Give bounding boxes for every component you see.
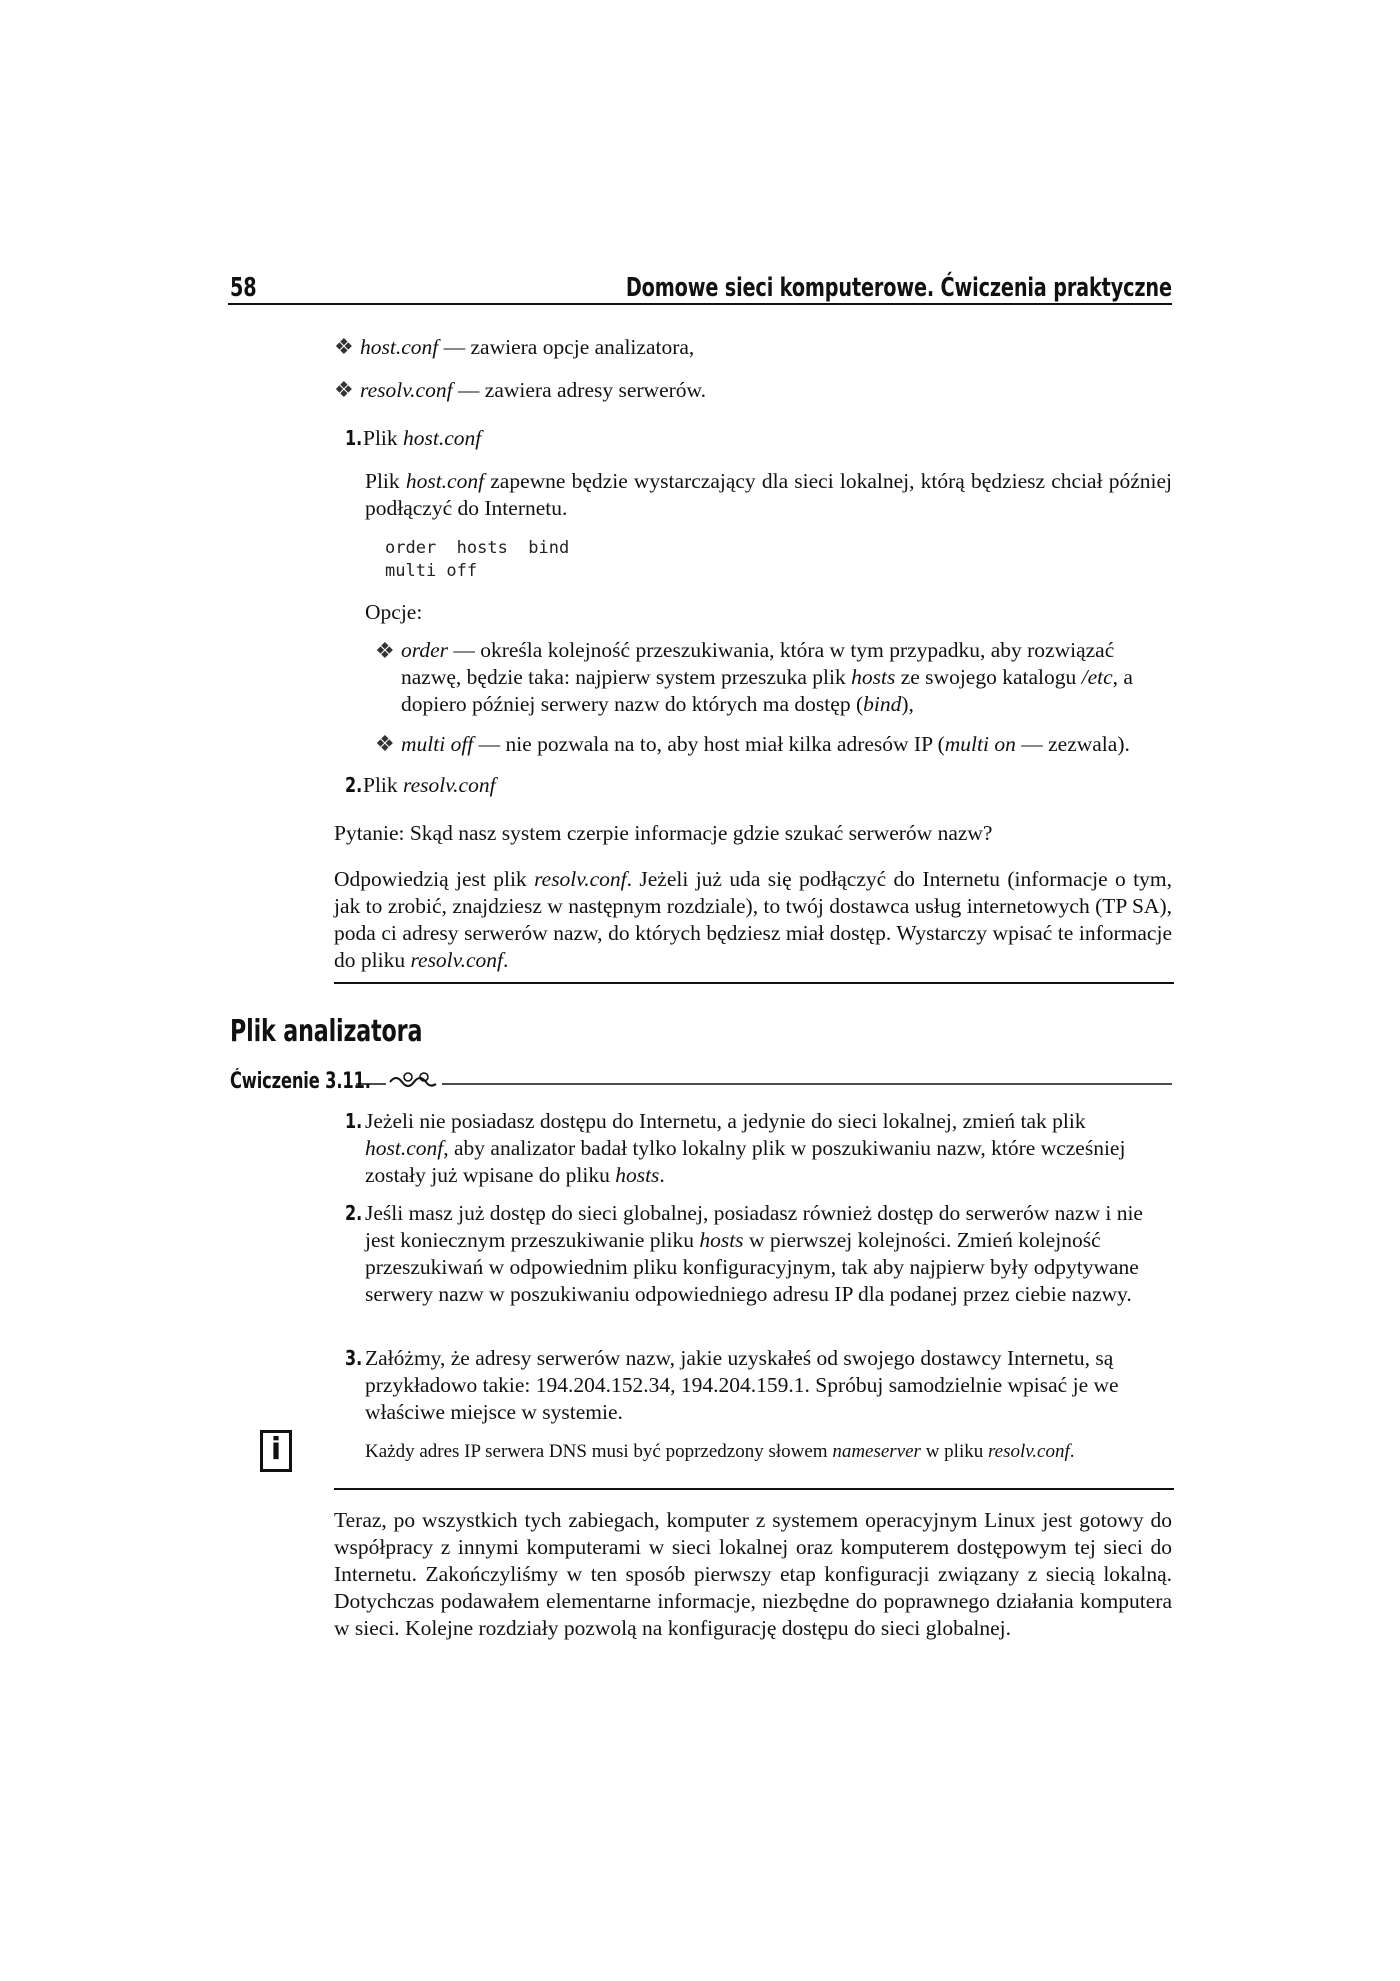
note-rule: [334, 1488, 1174, 1490]
running-header-title: Domowe sieci komputerowe. Ćwiczenia praktyczne: [625, 273, 1172, 303]
code-line: multi off: [385, 561, 478, 581]
options-title: Opcje:: [365, 600, 423, 624]
task-2: 2. Jeśli masz już dostęp do sieci globalnej, posiadasz również dostęp do serwerów nazw i nie jest koniecznym przeszukiwanie pliku hosts w pierwszej kolejności. Zmień kolejność przeszukiwań w odpowiednim pliku konfiguracyjnym, tak aby najpierw były odpytywane serwery nazw w poszukiwaniu odpowiedniego adresu IP dla podanej przez ciebie nazwy.: [345, 1201, 1143, 1306]
file-list-item: ❖ resolv.conf — zawiera adresy serwerów.: [334, 377, 707, 402]
item-1-paragraph: Plik host.conf zapewne będzie wystarczający dla sieci lokalnej, którą będziesz chciał później podłączyć do Internetu.: [365, 469, 1172, 520]
diamond-bullet-icon: ❖: [375, 731, 395, 756]
closing-paragraph: Teraz, po wszystkich tych zabiegach, komputer z systemem operacyjnym Linux jest gotowy do współpracy z innymi komputerami w sieci lokalnej oraz komputerem dostępowym tej sieci do Internetu. Zakończyliśmy w ten sposób pierwszy etap konfiguracji związany z siecią lokalną. Dotychczas podawałem elementarne informacje, niezbędne do poprawnego działania komputera w sieci. Kolejne rozdziały pozwolą na konfigurację dostępu do sieci globalnej.: [334, 1508, 1172, 1640]
diamond-bullet-icon: ❖: [334, 334, 354, 359]
item-2-heading: 2.Plik resolv.conf: [345, 773, 496, 797]
task-1: 1. Jeżeli nie posiadasz dostępu do Internetu, a jedynie do sieci lokalnej, zmień tak plik host.conf, aby analizator badał tylko lokalny plik w poszukiwaniu nazw, które wcześniej zostały już wpisane do pliku hosts.: [345, 1109, 1126, 1187]
section-title: Plik analizatora: [230, 1014, 423, 1049]
note-text: Każdy adres IP serwera DNS musi być poprzedzony słowem nameserver w pliku resolv.conf.: [365, 1441, 1075, 1462]
diamond-bullet-icon: ❖: [375, 638, 395, 663]
header-rule: [228, 303, 1172, 305]
page-number: 58: [230, 273, 257, 303]
option-order: ❖ order — określa kolejność przeszukiwania, która w tym przypadku, aby rozwiązać nazwę, będzie taka: najpierw system przeszuka plik hosts ze swojego katalogu /etc, a dopiero później serwery nazw do których ma dostęp (bind),: [375, 638, 1133, 716]
item-1-heading: 1.Plik host.conf: [345, 426, 482, 450]
question-text: Pytanie: Skąd nasz system czerpie informacje gdzie szukać serwerów nazw?: [334, 821, 993, 845]
exercise-label: Ćwiczenie 3.11.: [230, 1069, 371, 1094]
file-list-item: ❖ host.conf — zawiera opcje analizatora,: [334, 334, 695, 359]
option-multi-off: ❖ multi off — nie pozwala na to, aby host miał kilka adresów IP (multi on — zezwala).: [375, 731, 1130, 756]
task-3: 3. Załóżmy, że adresy serwerów nazw, jakie uzyskałeś od swojego dostawcy Internetu, są przykładowo takie: 194.204.152.34, 194.204.159.1. Spróbuj samodzielnie wpisać je we właściwe miejsce w systemie.: [345, 1346, 1119, 1424]
exercise-ornament-icon: [356, 1068, 1172, 1090]
code-line: order hosts bind: [385, 538, 570, 558]
info-icon: i: [260, 1430, 292, 1472]
box-rule: [334, 982, 1174, 984]
diamond-bullet-icon: ❖: [334, 377, 354, 402]
code-block: [385, 537, 569, 583]
answer-paragraph: Odpowiedzią jest plik resolv.conf. Jeżeli już uda się podłączyć do Internetu (informacje o tym, jak to zrobić, znajdziesz w następnym rozdziale), to twój dostawca usług internetowych (TP SA), poda ci adresy serwerów nazw, do których będziesz miał dostęp. Wystarczy wpisać te informacje do pliku resolv.conf.: [334, 867, 1173, 972]
